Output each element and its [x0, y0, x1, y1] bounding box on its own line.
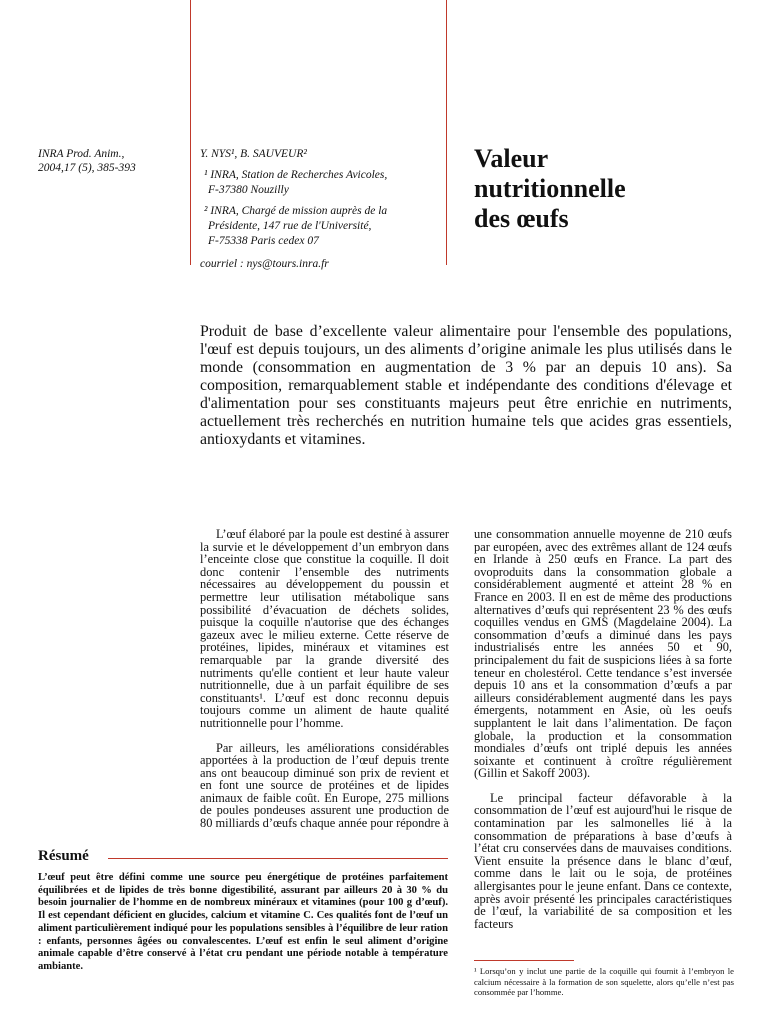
author-email: courriel : nys@tours.inra.fr — [200, 258, 329, 270]
affiliation-1 — [200, 168, 440, 198]
title-line: Valeur — [474, 144, 549, 173]
author-names: Y. NYS¹, B. SAUVEUR² — [200, 148, 307, 160]
article-title — [474, 144, 744, 234]
body-column-right — [474, 528, 732, 930]
affiliation-2 — [200, 204, 440, 249]
journal-ref-line: 2004,17 (5), 385-393 — [38, 162, 136, 174]
affiliation-line: ² INRA, Chargé de mission auprès de la — [204, 205, 388, 217]
journal-ref-line: INRA Prod. Anim., — [38, 148, 125, 160]
header-rule-right — [446, 0, 447, 265]
body-paragraph: L’œuf élaboré par la poule est destiné à assurer la survie et le développement d’un embryon dans l’enceinte close que constitue la coquille. Il doit donc contenir l’ensemble des nutriments nécessaires au développement du poussin et permettre leur utilisation métabolique sans possibilité d’évacuation de déchets solides, puisque la coquille n'autorise que des échanges gazeux avec le milieu externe. Cette réserve de protéines, lipides, minéraux et vitamines est remarquable par la grande diversité des nutriments qu'elle contient et leur haute valeur nutritionnelle, due à un parfait équilibre de ses constituants¹. L’œuf est donc reconnu depuis toujours comme un aliment de haute qualité nutritionnelle pour l’homme. — [200, 527, 449, 730]
body-paragraph: une consommation annuelle moyenne de 210 œufs par européen, avec des extrêmes allant de 124 œufs en Irlande à 250 œufs en France. La part des ovoproduits dans la consommation globale a considérablement augmenté et atteint 28 % en France en 2003. Il en est de même des productions alternatives d’œufs qui représentent 23 % des œufs coquilles vendus en GMS (Magdelaine 2004). La consommation d’œufs a diminué dans les pays industrialisés entre les années 50 et 90, principalement du fait de suspicions liées à sa forte teneur en cholestérol. Cette tendance s’est inversée depuis 10 ans et la consommation d’œufs a par ailleurs considérablement augmenté dans les pays émergents, notamment en Asie, où les oeufs supplantent le lait dans l’alimentation. De façon globale, la production et la consommation mondiales d’œufs ont triplé depuis les années soixante et continuent à croître régulièrement (Gillin et Sakoff 2003). — [474, 527, 732, 781]
affiliation-line: F-75338 Paris cedex 07 — [208, 235, 319, 247]
body-column-left — [200, 528, 449, 830]
footnote-rule — [474, 960, 574, 961]
journal-reference — [38, 147, 188, 175]
author-block — [200, 147, 440, 272]
body-paragraph: Le principal facteur défavorable à la consommation de l’œuf est aujourd'hui le risque de contamination par les salmonelles lié à la consommation de préparations à base d’œufs à l’état cru conservées dans de mauvaises conditions. Vient ensuite la présence dans le blanc d’œuf, comme dans le lait ou le soja, de protéines allergisantes pour le jeune enfant. Dans ce contexte, après avoir présenté les principales caractéristiques de l’œuf, la variabilité de sa composition et les facteurs — [474, 790, 732, 931]
affiliation-line: F-37380 Nouzilly — [208, 184, 289, 196]
affiliation-line: ¹ INRA, Station de Recherches Avicoles, — [204, 169, 388, 181]
affiliation-line: Présidente, 147 rue de l'Université, — [208, 220, 372, 232]
footnote: ¹ Lorsqu’on y inclut une partie de la coquille qui fournit à l’embryon le calcium nécessaire à la formation de son squelette, alors qu’elle n’est pas consommée par l’homme. — [474, 966, 734, 997]
resume-text: L’œuf peut être défini comme une source peu énergétique de protéines parfaitement équilibrées et de lipides de très bonne digestibilité, assurant par ailleurs 20 à 30 % du besoin journalier de l’homme en de nombreux minéraux et vitamines (pour 100 g d’œuf). Il est cependant déficient en glucides, calcium et vitamine C. Ces qualités font de l’œuf un aliment particulièrement indiqué pour les populations sensibles à l’équilibre de leur ration : enfants, personnes âgées ou convalescentes. L’œuf est enfin le seul aliment d’origine animale capable d’être conservé à l’état cru pendant une période notable à température ambiante. — [38, 872, 448, 972]
title-line: nutritionnelle — [474, 174, 626, 203]
header-rule-left — [190, 0, 191, 265]
abstract: Produit de base d’excellente valeur alimentaire pour l'ensemble des populations, l'œuf est depuis toujours, un des aliments d’origine animale les plus utilisés dans le monde (consommation en augmentation de 3 % par an depuis 10 ans). Sa composition, remarquablement stable et indépendante des conditions d'élevage et d'alimentation pour ses constituants majeurs peut être enrichie en nutriments, actuellement très recherchés en nutrition humaine tels que acides gras essentiels, antioxydants et vitamines. — [200, 323, 732, 448]
body-paragraph: Par ailleurs, les améliorations considérables apportées à la production de l’œuf depuis trente ans ont beaucoup diminué son prix de revient et en font une source de protéines et de lipides animaux de faible coût. En Europe, 275 millions de poules pondeuses assurent une production de 80 milliards d’œufs chaque année pour répondre à — [200, 740, 449, 831]
resume-heading: Résumé — [38, 848, 89, 864]
title-line: des œufs — [474, 204, 569, 233]
resume-rule — [108, 858, 448, 859]
